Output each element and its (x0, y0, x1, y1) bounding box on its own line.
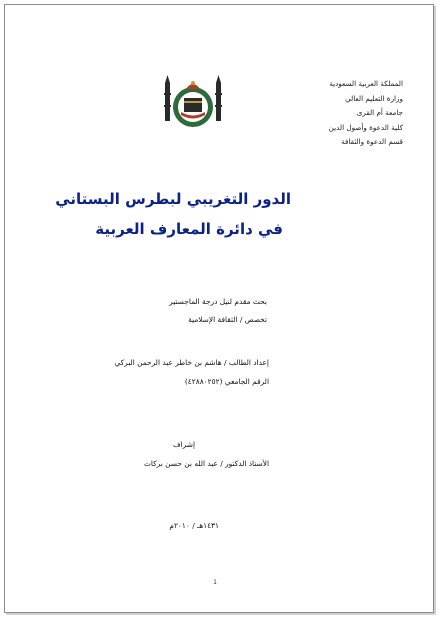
thesis-specialization: تخصص / الثقافة الإسلامية (188, 315, 267, 324)
student-name: إعداد الطالب / هاشم بن خاطر عبد الرحمن البركي (114, 358, 269, 367)
thesis-title-line-2: في دائرة المعارف العربية (95, 220, 283, 238)
submission-date: ١٤٣١هـ / ٢٠١٠م (169, 521, 219, 530)
university-emblem-icon (162, 73, 224, 135)
university-name: جامعة أم القرى (356, 108, 403, 118)
thesis-purpose: بحث مقدم لنيل درجة الماجستير (169, 297, 267, 306)
institution-header (273, 77, 403, 150)
department-name: قسم الدعوة والثقافة (341, 137, 403, 147)
ministry-name: وزارة التعليم العالي (345, 93, 403, 103)
supervision-label: إشراف (172, 440, 195, 449)
thesis-title-line-1: الدور التغريبي لبطرس البستاني (55, 190, 291, 208)
supervisor-name: الأستاذ الدكتور / عبد الله بن حسن بركات (143, 459, 269, 468)
college-name: كلية الدعوة وأصول الدين (328, 122, 403, 132)
document-page (4, 4, 434, 613)
country-name: المملكة العربية السعودية (329, 79, 403, 88)
page-number: 1 (213, 579, 217, 586)
student-id: الرقم الجامعي (٤٢٨٨٠٢٥٢) (184, 377, 269, 386)
